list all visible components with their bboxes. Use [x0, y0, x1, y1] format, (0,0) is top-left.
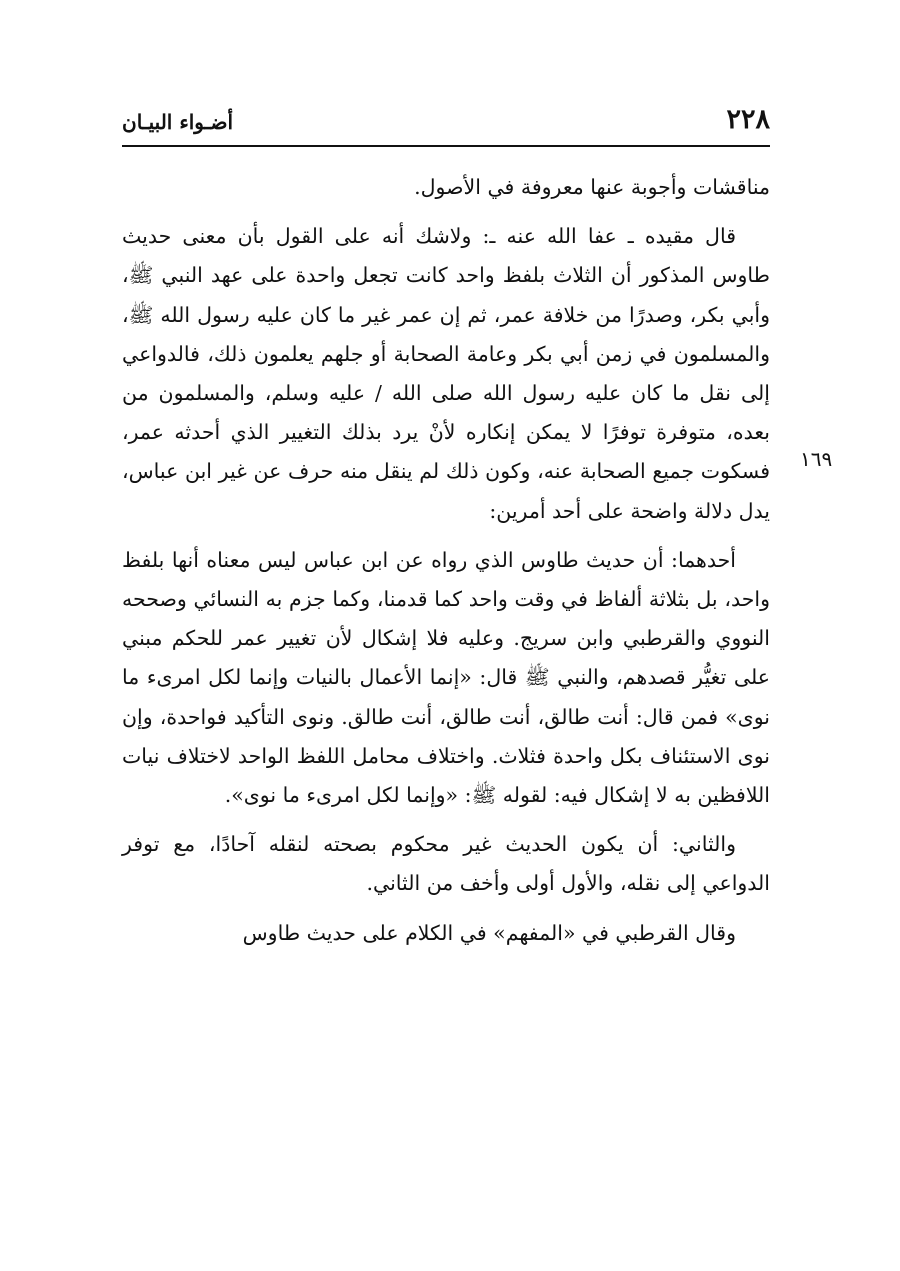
margin-page-reference: ١٦٩ — [800, 447, 833, 471]
paragraph: قال مقيده ـ عفا الله عنه ـ: ولاشك أنه على القول بأن معنى حديث طاوس المذكور أن الثلاث بلفظ واحد كانت تجعل واحدة على عهد النبي ﷺ، وأبي بكر، وصدرًا من خلافة عمر، ثم إن عمر غير ما كان عليه رسول الله ﷺ، والمسلمون في زمن أبي بكر وعامة الصحابة أو جلهم يعلمون ذلك، فالدواعي إلى نقل ما كان عليه رسول الله صلى الله / عليه وسلم، والمسلمون من بعده، متوفرة توفرًا لا يمكن إنكاره لأنْ يرد بذلك التغيير الذي أحدثه عمر، فسكوت جميع الصحابة عنه، وكون ذلك لم ينقل منه حرف عن غير ابن عباس، يدل دلالة واضحة على أحد أمرين: — [122, 224, 770, 523]
page-header — [122, 100, 770, 144]
page-number: ٢٢٨ — [726, 104, 770, 135]
running-title: أضـواء البيـان — [122, 110, 234, 134]
paragraph: وقال القرطبي في «المفهم» في الكلام على حديث طاوس — [242, 920, 736, 945]
paragraph: مناقشات وأجوبة عنها معروفة في الأصول. — [414, 175, 770, 199]
header-divider — [122, 145, 770, 147]
paragraph: والثاني: أن يكون الحديث غير محكوم بصحته لنقله آحادًا، مع توفر الدواعي إلى نقله، والأول أولى وأخف من الثاني. — [122, 832, 770, 896]
main-text — [122, 168, 770, 963]
paragraph: أحدهما: أن حديث طاوس الذي رواه عن ابن عباس ليس معناه أنها بلفظ واحد، بل بثلاثة ألفاظ في وقت واحد كما قدمنا، وكما جزم به النسائي وصححه النووي والقرطبي وابن سريج. وعليه فلا إشكال لأن تغيير عمر للحكم مبني على تغيُّر قصدهم، والنبي ﷺ قال: «إنما الأعمال بالنيات وإنما لكل امرىء ما نوى» فمن قال: أنت طالق، أنت طالق، أنت طالق. ونوى التأكيد فواحدة، وإن نوى الاستئناف بكل واحدة فثلاث. واختلاف محامل اللفظ الواحد لاختلاف نيات اللافظين به لا إشكال فيه: لقوله ﷺ: «وإنما لكل امرىء ما نوى». — [122, 547, 770, 808]
